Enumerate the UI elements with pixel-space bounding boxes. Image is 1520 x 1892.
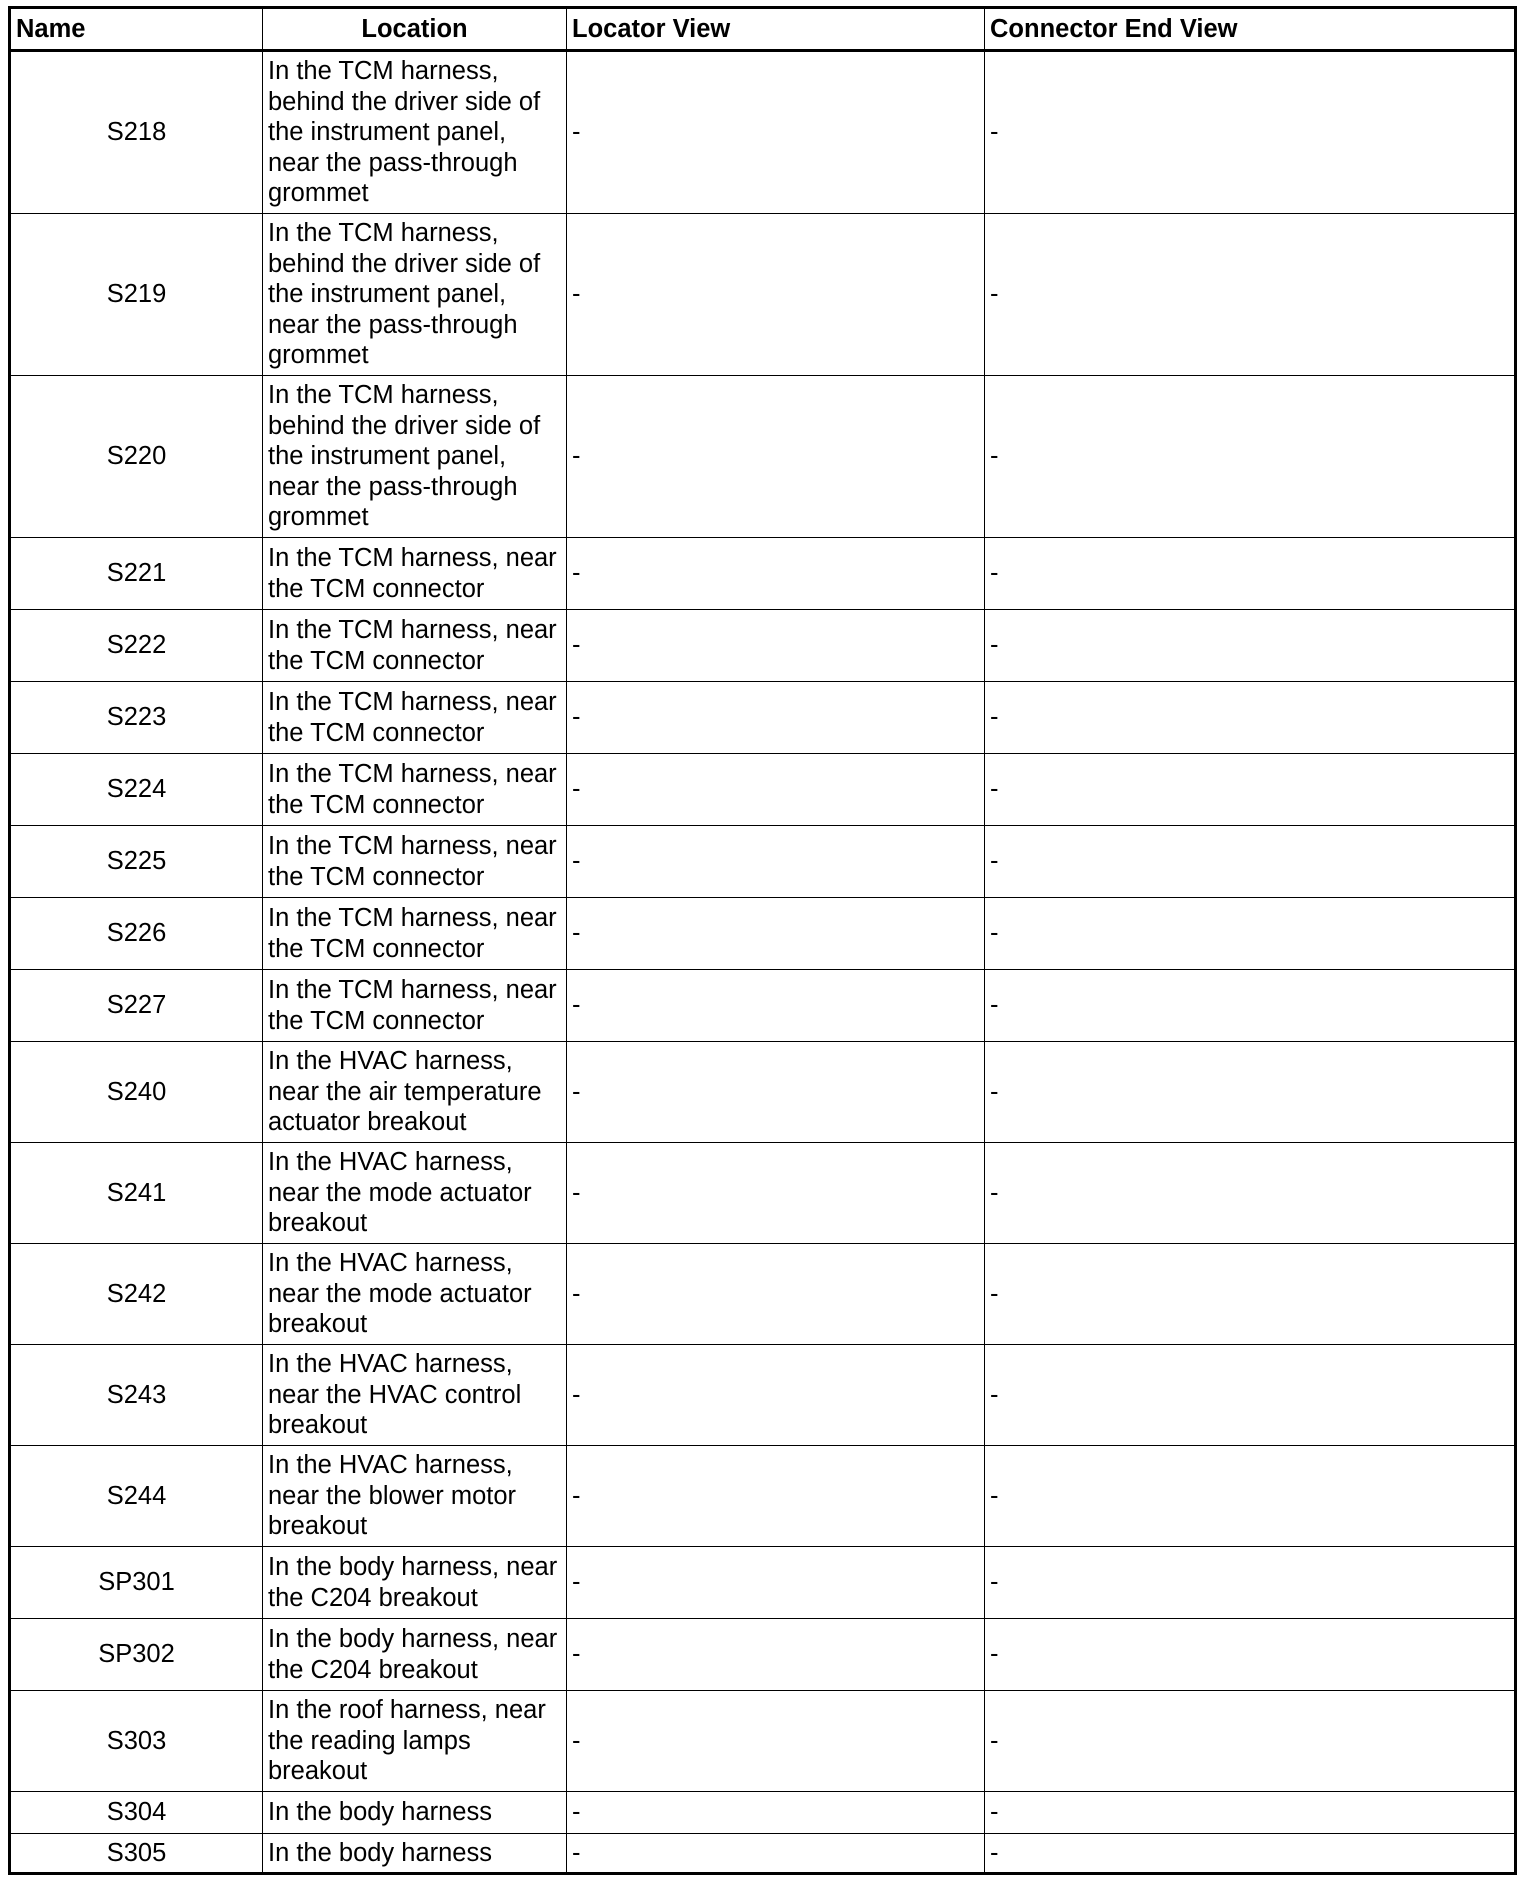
connector-end-view-value: - — [985, 826, 1516, 898]
splice-name: S226 — [10, 898, 263, 970]
splice-name: S225 — [10, 826, 263, 898]
locator-view-value: - — [567, 1143, 985, 1244]
locator-view-value: - — [567, 610, 985, 682]
locator-view-value: - — [567, 826, 985, 898]
locator-view-value: - — [567, 1619, 985, 1691]
connector-end-view-value: - — [985, 898, 1516, 970]
locator-view-value: - — [567, 1792, 985, 1834]
column-header-connector-end-view: Connector End View — [985, 8, 1516, 51]
splice-name: S240 — [10, 1042, 263, 1143]
connector-end-view-value: - — [985, 1691, 1516, 1792]
splice-name: S241 — [10, 1143, 263, 1244]
splice-name: S221 — [10, 538, 263, 610]
connector-end-view-value: - — [985, 376, 1516, 538]
splice-name: S218 — [10, 51, 263, 214]
table-row — [10, 898, 1516, 970]
column-header-name: Name — [10, 8, 263, 51]
splice-location: In the TCM harness, near the TCM connector — [263, 970, 567, 1042]
splice-name: S244 — [10, 1446, 263, 1547]
locator-view-value: - — [567, 1691, 985, 1792]
splice-location: In the TCM harness, near the TCM connector — [263, 610, 567, 682]
table-row — [10, 1345, 1516, 1446]
connector-end-view-value: - — [985, 538, 1516, 610]
splice-location: In the TCM harness, near the TCM connector — [263, 754, 567, 826]
locator-view-value: - — [567, 682, 985, 754]
splice-location: In the HVAC harness, near the mode actuator breakout — [263, 1143, 567, 1244]
table-header-row — [10, 8, 1516, 51]
splice-location: In the body harness, near the C204 breakout — [263, 1619, 567, 1691]
splice-name: SP301 — [10, 1547, 263, 1619]
connector-end-view-value: - — [985, 1619, 1516, 1691]
table-row — [10, 1792, 1516, 1834]
splice-name: S220 — [10, 376, 263, 538]
connector-end-view-value: - — [985, 1244, 1516, 1345]
splice-name: S219 — [10, 214, 263, 376]
table-row — [10, 538, 1516, 610]
table-row — [10, 1619, 1516, 1691]
table-row — [10, 1244, 1516, 1345]
locator-view-value: - — [567, 1042, 985, 1143]
splice-name: S224 — [10, 754, 263, 826]
connector-end-view-value: - — [985, 1792, 1516, 1834]
splice-name: S223 — [10, 682, 263, 754]
locator-view-value: - — [567, 51, 985, 214]
splice-location: In the TCM harness, behind the driver side of the instrument panel, near the pass-through grommet — [263, 51, 567, 214]
table-row — [10, 754, 1516, 826]
connector-end-view-value: - — [985, 970, 1516, 1042]
locator-view-value: - — [567, 754, 985, 826]
locator-view-value: - — [567, 214, 985, 376]
splice-location: In the HVAC harness, near the blower motor breakout — [263, 1446, 567, 1547]
connector-end-view-value: - — [985, 1834, 1516, 1874]
connector-end-view-value: - — [985, 1446, 1516, 1547]
splice-location: In the roof harness, near the reading lamps breakout — [263, 1691, 567, 1792]
splice-location: In the HVAC harness, near the HVAC control breakout — [263, 1345, 567, 1446]
connector-end-view-value: - — [985, 214, 1516, 376]
connector-end-view-value: - — [985, 1042, 1516, 1143]
connector-end-view-value: - — [985, 1547, 1516, 1619]
locator-view-value: - — [567, 1446, 985, 1547]
splice-location: In the TCM harness, near the TCM connector — [263, 898, 567, 970]
splice-location: In the TCM harness, behind the driver side of the instrument panel, near the pass-through grommet — [263, 214, 567, 376]
connector-end-view-value: - — [985, 1143, 1516, 1244]
column-header-location: Location — [263, 8, 567, 51]
splice-name: S222 — [10, 610, 263, 682]
connector-end-view-value: - — [985, 754, 1516, 826]
splice-location: In the body harness — [263, 1834, 567, 1874]
table-row — [10, 1042, 1516, 1143]
table-row — [10, 214, 1516, 376]
locator-view-value: - — [567, 1244, 985, 1345]
splice-name: S227 — [10, 970, 263, 1042]
column-header-locator-view: Locator View — [567, 8, 985, 51]
table-row — [10, 376, 1516, 538]
table-row — [10, 1547, 1516, 1619]
table-row — [10, 610, 1516, 682]
connector-end-view-value: - — [985, 1345, 1516, 1446]
locator-view-value: - — [567, 1834, 985, 1874]
connector-end-view-value: - — [985, 610, 1516, 682]
splice-name: S304 — [10, 1792, 263, 1834]
locator-view-value: - — [567, 1345, 985, 1446]
splice-name: SP302 — [10, 1619, 263, 1691]
splice-location: In the TCM harness, behind the driver side of the instrument panel, near the pass-through grommet — [263, 376, 567, 538]
splice-location: In the HVAC harness, near the mode actuator breakout — [263, 1244, 567, 1345]
locator-view-value: - — [567, 376, 985, 538]
splice-location: In the TCM harness, near the TCM connector — [263, 682, 567, 754]
splice-name: S303 — [10, 1691, 263, 1792]
table-row — [10, 51, 1516, 214]
table-row — [10, 1143, 1516, 1244]
connector-end-view-value: - — [985, 51, 1516, 214]
table-row — [10, 970, 1516, 1042]
connector-end-view-value: - — [985, 682, 1516, 754]
locator-view-value: - — [567, 538, 985, 610]
table-row — [10, 1691, 1516, 1792]
splice-location-table — [8, 6, 1517, 1875]
table-row — [10, 682, 1516, 754]
splice-location: In the TCM harness, near the TCM connector — [263, 538, 567, 610]
table-row — [10, 1446, 1516, 1547]
splice-location: In the HVAC harness, near the air temperature actuator breakout — [263, 1042, 567, 1143]
table-row — [10, 1834, 1516, 1874]
splice-name: S242 — [10, 1244, 263, 1345]
locator-view-value: - — [567, 970, 985, 1042]
locator-view-value: - — [567, 898, 985, 970]
splice-name: S305 — [10, 1834, 263, 1874]
table-row — [10, 826, 1516, 898]
splice-location: In the body harness, near the C204 breakout — [263, 1547, 567, 1619]
splice-location: In the TCM harness, near the TCM connector — [263, 826, 567, 898]
splice-location: In the body harness — [263, 1792, 567, 1834]
splice-name: S243 — [10, 1345, 263, 1446]
locator-view-value: - — [567, 1547, 985, 1619]
